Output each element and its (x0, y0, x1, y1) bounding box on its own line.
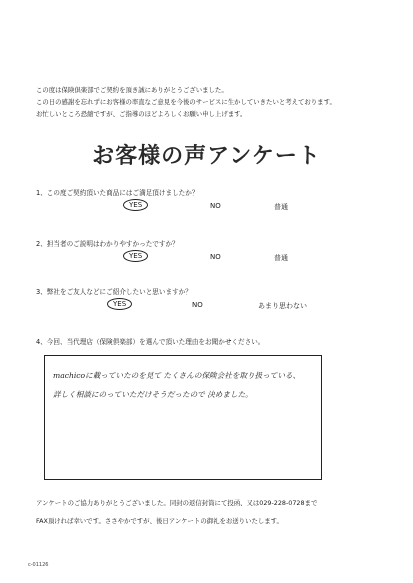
q2-yes-circled: YES (123, 250, 148, 262)
footer-line-2: FAX頂ければ幸いです。ささやかですが、後日アンケートの御礼をお送りいたします。 (36, 517, 283, 525)
intro-line-3: お忙しいところ恐縮ですが、ご指導のほどよろしくお願い申し上げます。 (36, 110, 247, 118)
question-2: 2、担当者のご説明はわかりやすかったですか？ (36, 240, 179, 248)
q3-option-no[interactable]: NO (192, 301, 203, 309)
q1-option-normal[interactable]: 普通 (274, 203, 288, 211)
intro-line-1: この度は保険倶楽部でご契約を頂き誠にありがとうございました。 (36, 86, 228, 94)
question-3: 3、弊社をご友人などにご紹介したいと思いますか？ (36, 288, 192, 296)
q2-option-no[interactable]: NO (210, 253, 221, 261)
question-4: 4、今回、当代理店（保険倶楽部）を選んで頂いた理由をお聞かせください。 (36, 338, 265, 346)
document-id: c-01126 (28, 562, 49, 568)
q2-option-normal[interactable]: 普通 (274, 254, 288, 262)
question-1: 1、この度ご契約頂いた商品にはご満足頂けましたか？ (36, 189, 199, 197)
footer-line-1: アンケートのご協力ありがとうございました。同封の返信封筒にて投函、又は029-228-0728まで (36, 499, 318, 507)
q3-option-yes[interactable] (113, 300, 132, 308)
survey-title: お客様の声アンケート (92, 144, 321, 169)
q1-option-yes[interactable] (129, 201, 148, 209)
q3-option-not-really[interactable]: あまり思わない (258, 302, 307, 310)
footer-text (36, 494, 317, 530)
free-answer-box[interactable] (44, 355, 322, 480)
q1-yes-circled: YES (123, 199, 148, 211)
q3-yes-circled: YES (107, 298, 132, 310)
intro-line-2: この日の感謝を忘れずにお客様の率直なご意見を今後のサービスに生かしていきたいと考えております。 (36, 98, 336, 106)
q1-option-no[interactable]: NO (210, 202, 221, 210)
q2-option-yes[interactable] (129, 252, 148, 260)
intro-text (36, 84, 396, 120)
answer-line-2: 詳しく相談にのっていただけそうだったので 決めました。 (53, 390, 253, 399)
answer-line-1: machicoに載っていたのを見て たくさんの保険会社を取り扱っている、 (53, 371, 301, 380)
